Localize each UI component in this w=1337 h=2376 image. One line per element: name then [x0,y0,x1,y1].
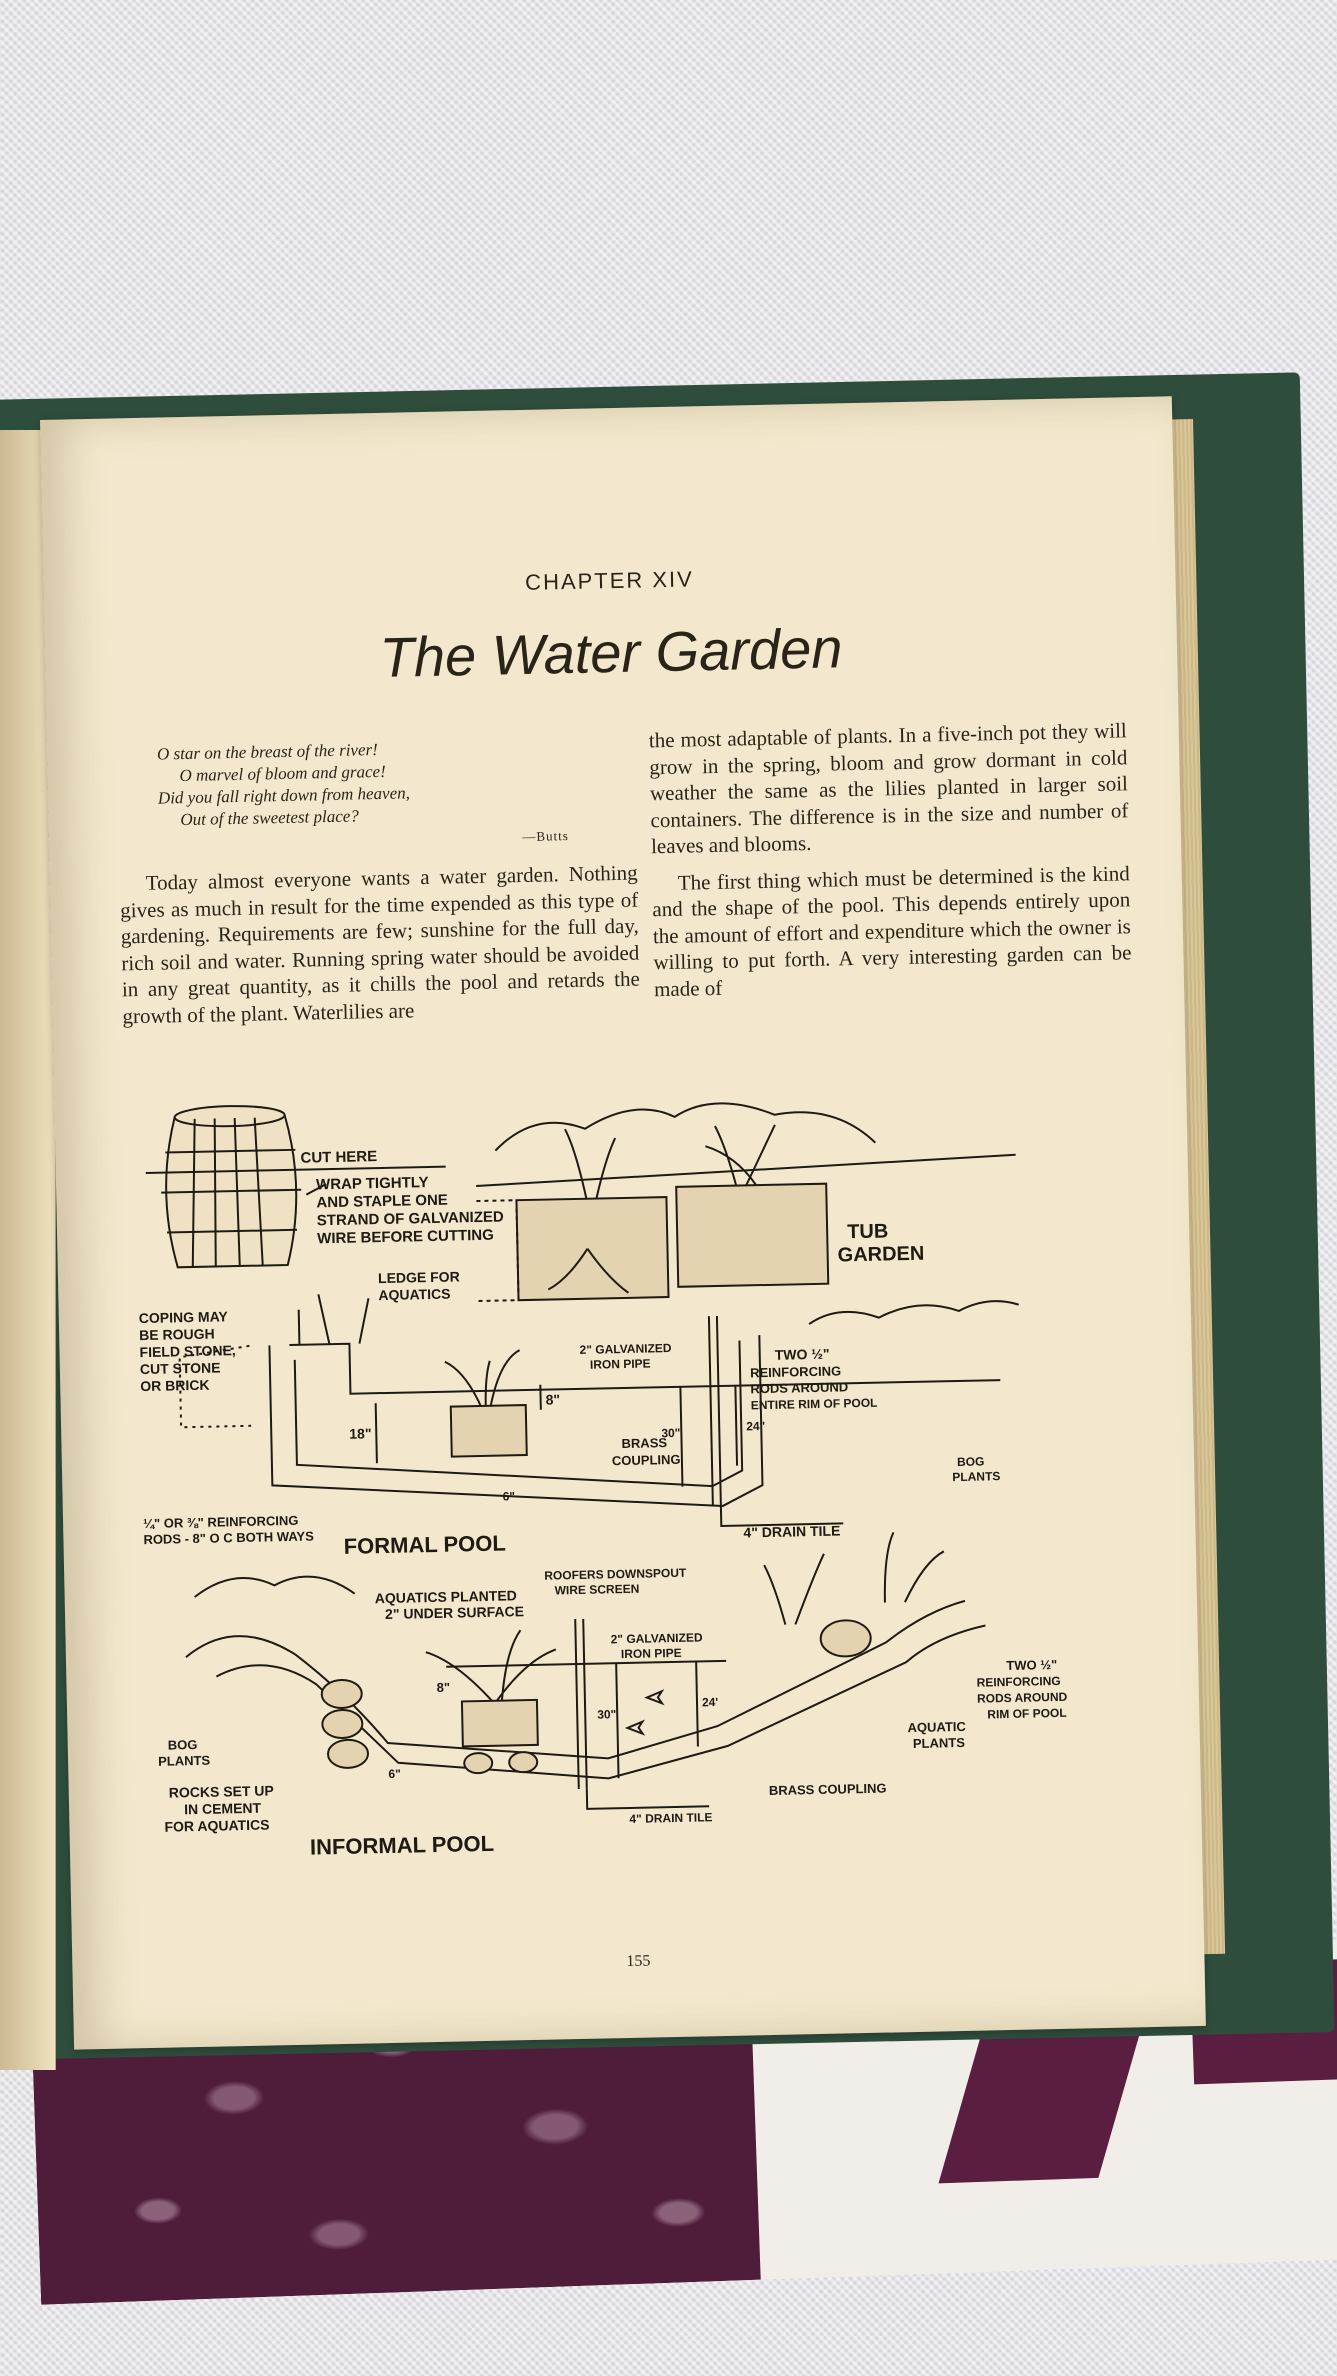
poem-attribution: —Butts [522,828,569,844]
label-coping: COPING MAY [138,1308,228,1327]
label-bog-plants: BOG [956,1454,985,1470]
label-iron-pipe: IRON PIPE [589,1356,651,1372]
chapter-title: The Water Garden [379,616,843,689]
label-rocks: ROCKS SET UP [168,1782,274,1801]
label-brass-coupling: BRASS [621,1435,668,1452]
pool-diagram [114,1078,1131,1919]
text-column-right [649,717,1133,1002]
label-iron-pipe-informal: IRON PIPE [620,1645,682,1662]
label-30in: 30" [661,1425,681,1441]
epigraph [157,735,569,856]
tub-garden-drawing [475,1097,1019,1301]
label-rods-informal: REINFORCING [976,1673,1061,1690]
poem-line: Did you fall right down from heaven, [157,783,411,808]
chapter-heading: CHAPTER XIV [524,566,695,595]
label-wrap: AND STAPLE ONE [316,1191,449,1212]
label-18in: 18" [349,1425,372,1442]
label-6in: 6" [502,1489,516,1504]
text-column-left [119,860,640,1030]
label-brass-coupling: COUPLING [611,1451,681,1469]
label-wrap: WIRE BEFORE CUTTING [317,1226,495,1248]
label-tub-garden: TUB [846,1220,889,1244]
label-coping: CUT STONE [139,1359,221,1378]
label-bog-plants-informal: PLANTS [157,1752,211,1769]
label-rods-informal: TWO ½" [1006,1656,1058,1674]
body-paragraph: The first thing which must be determined is the kind and the shape of the pool. This depends entirely upon the amount of effort and expenditure which the owner is willing to put forth. A very interesting garden can be made of [652,860,1132,1001]
label-rocks: IN CEMENT [183,1799,262,1818]
label-coping: BE ROUGH [139,1325,215,1344]
label-formal-pool: FORMAL POOL [343,1530,507,1559]
label-downspout: ROOFERS DOWNSPOUT [544,1565,687,1583]
label-drain-tile-informal: 4" DRAIN TILE [629,1810,713,1826]
label-wrap: STRAND OF GALVANIZED [316,1208,504,1230]
label-bog-plants: PLANTS [952,1469,1001,1485]
label-rods-informal: RODS AROUND [976,1689,1068,1706]
body-paragraph: Today almost everyone wants a water garden. Nothing gives as much in result for the time expended as this type of gardening. Requirements are few; sunshine for the full day, rich soil and water. Running spring water should be avoided in any great quantity, as it chills the pool and retards the growth of the plant. Waterlilies are [120,860,641,1028]
label-bog-plants-informal: BOG [167,1736,198,1753]
label-8in-informal: 8" [436,1679,451,1695]
poem-line: O star on the breast of the river! [156,739,379,764]
label-tub-garden: GARDEN [837,1242,925,1267]
label-aquatics-planted: AQUATICS PLANTED [374,1587,517,1607]
label-rods: ENTIRE RIM OF POOL [750,1395,878,1413]
label-24in-informal: 24' [701,1695,719,1710]
label-6in-informal: 6" [388,1766,401,1781]
label-aquatic-plants: PLANTS [912,1734,966,1752]
poem-line: O marvel of bloom and grace! [179,761,386,786]
label-coping: FIELD STONE, [139,1342,236,1361]
page-number: 155 [626,1952,651,1971]
label-rods-informal: RIM OF POOL [987,1705,1067,1722]
book-page [40,396,1206,2049]
water-garden-illustration [114,1078,1131,1919]
label-iron-pipe-informal: 2" GALVANIZED [610,1630,703,1647]
label-informal-pool: INFORMAL POOL [309,1830,495,1860]
label-iron-pipe: 2" GALVANIZED [579,1340,672,1357]
label-rods: REINFORCING [749,1363,842,1381]
label-8in: 8" [545,1391,561,1408]
label-30in-informal: 30" [597,1707,617,1722]
label-brass-coupling-informal: BRASS COUPLING [768,1780,887,1799]
poem-line: Out of the sweetest place? [180,806,360,830]
label-coping: OR BRICK [140,1376,210,1395]
label-drain-tile: 4" DRAIN TILE [743,1522,841,1541]
label-reinforcing: RODS - 8" O C BOTH WAYS [143,1528,314,1548]
label-aquatics-planted: 2" UNDER SURFACE [384,1603,525,1623]
label-wrap: WRAP TIGHTLY [315,1174,429,1194]
label-reinforcing: ¼" OR ⅜" REINFORCING [142,1512,299,1532]
label-rods: RODS AROUND [750,1379,849,1397]
label-ledge: LEDGE FOR [377,1268,460,1287]
label-24in: 24" [746,1419,766,1434]
body-paragraph: the most adaptable of plants. In a five-inch pot they will grow in the spring, bloom and grow dormant in cold weather the same as the lilies planted in larger soil containers. The difference is in the size and number of leaves and blooms. [648,718,1129,859]
label-ledge: AQUATICS [378,1285,451,1304]
label-downspout: WIRE SCREEN [554,1581,640,1598]
label-aquatic-plants: AQUATIC [907,1718,966,1736]
label-cut-here: CUT HERE [300,1148,378,1167]
label-rods: TWO ½" [774,1345,830,1363]
label-rocks: FOR AQUATICS [164,1816,270,1835]
